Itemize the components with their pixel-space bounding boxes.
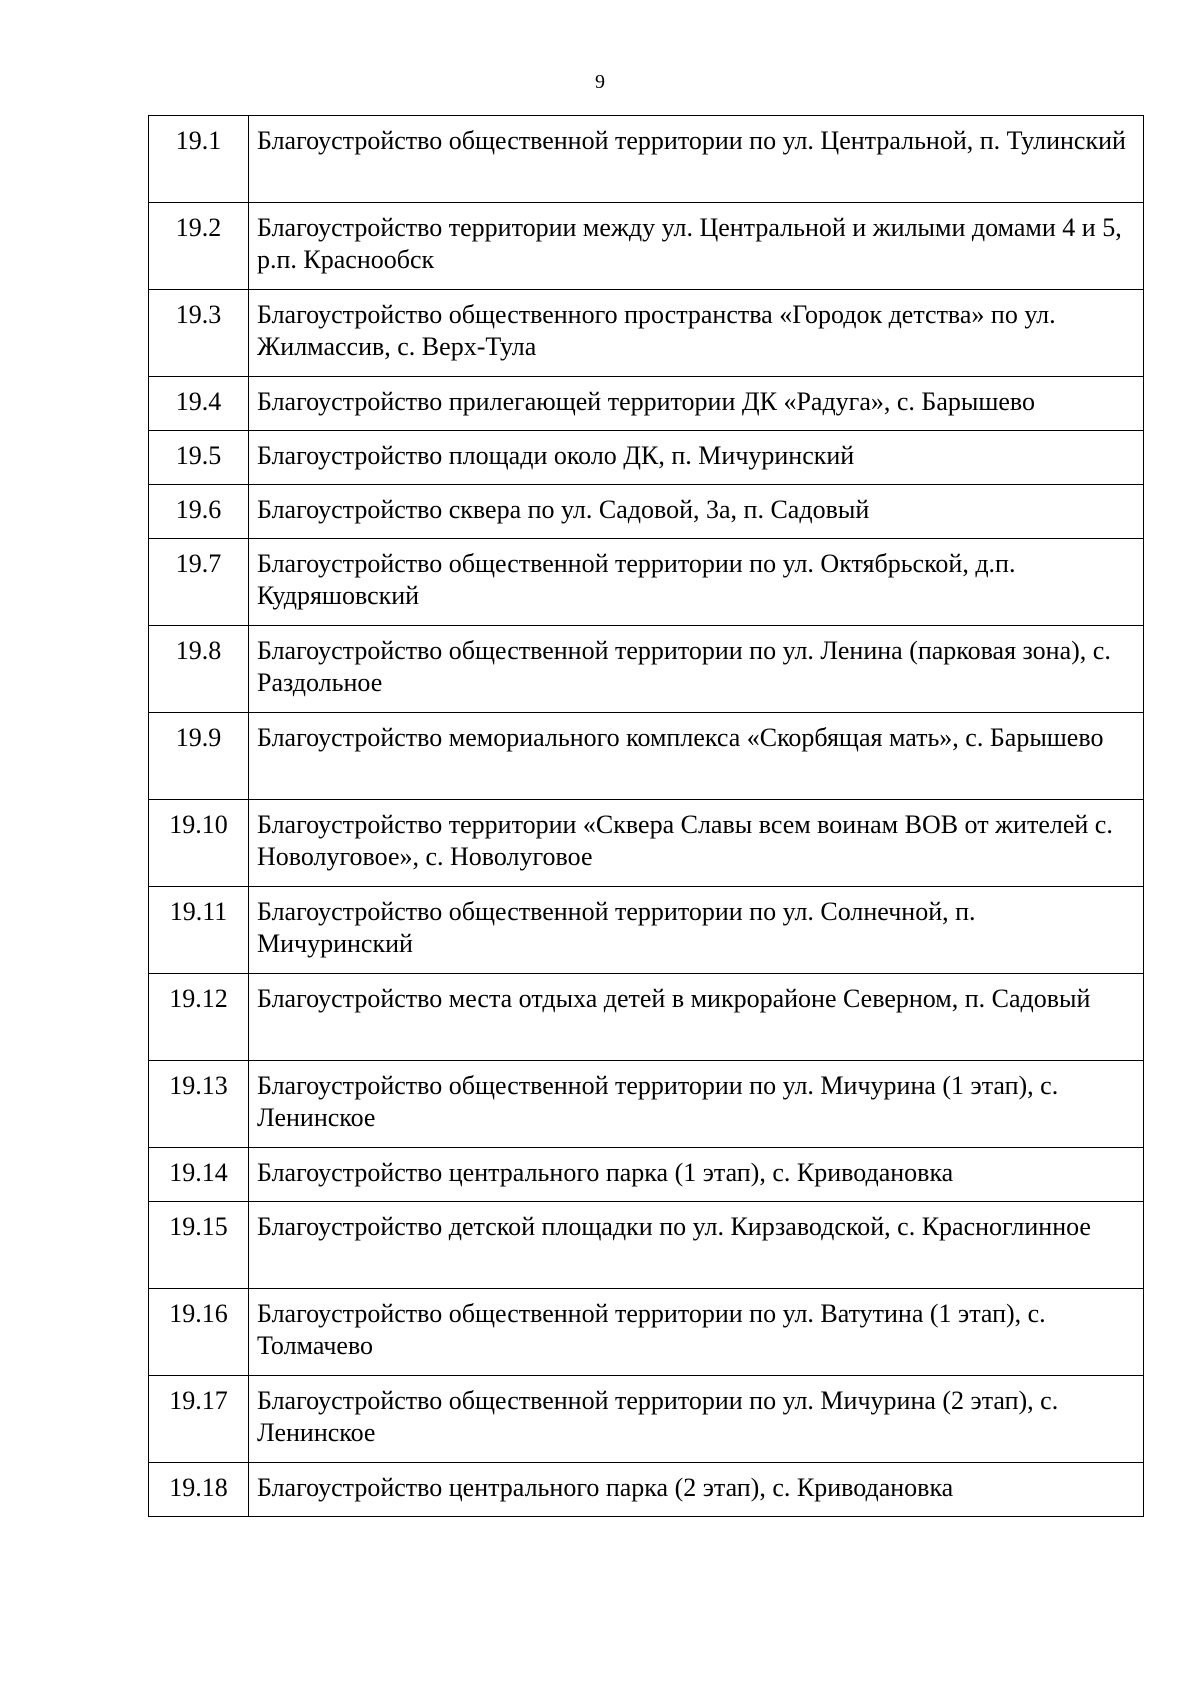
projects-table	[148, 115, 1144, 1517]
row-description-cell: Благоустройство территории «Сквера Славы всем воинам ВОВ от жителей с. Новолуговое», с. Новолуговое	[249, 800, 1144, 887]
row-description-cell: Благоустройство детской площадки по ул. Кирзаводской, с. Красноглинное	[249, 1202, 1144, 1289]
row-number-cell: 19.15	[149, 1202, 249, 1289]
row-number-cell: 19.2	[149, 203, 249, 290]
table-row	[149, 1148, 1144, 1202]
row-number-cell: 19.17	[149, 1376, 249, 1463]
table-row	[149, 290, 1144, 377]
row-description-cell: Благоустройство центрального парка (2 этап), с. Криводановка	[249, 1463, 1144, 1517]
row-number-cell: 19.14	[149, 1148, 249, 1202]
table-row	[149, 1376, 1144, 1463]
row-description-cell: Благоустройство общественной территории по ул. Центральной, п. Тулинский	[249, 116, 1144, 203]
row-number-cell: 19.13	[149, 1061, 249, 1148]
table-row	[149, 1202, 1144, 1289]
table-row	[149, 974, 1144, 1061]
row-number-cell: 19.8	[149, 626, 249, 713]
row-number-cell: 19.5	[149, 431, 249, 485]
row-number-cell: 19.6	[149, 485, 249, 539]
row-description-cell: Благоустройство общественной территории по ул. Мичурина (1 этап), с. Ленинское	[249, 1061, 1144, 1148]
table-row	[149, 1061, 1144, 1148]
row-number-cell: 19.3	[149, 290, 249, 377]
row-description-cell: Благоустройство территории между ул. Центральной и жилыми домами 4 и 5, р.п. Краснообск	[249, 203, 1144, 290]
row-number-cell: 19.1	[149, 116, 249, 203]
row-number-cell: 19.11	[149, 887, 249, 974]
table-row	[149, 1289, 1144, 1376]
row-description-cell: Благоустройство места отдыха детей в микрорайоне Северном, п. Садовый	[249, 974, 1144, 1061]
table-row	[149, 377, 1144, 431]
row-description-cell: Благоустройство площади около ДК, п. Мичуринский	[249, 431, 1144, 485]
row-number-cell: 19.4	[149, 377, 249, 431]
table-row	[149, 800, 1144, 887]
table-row	[149, 626, 1144, 713]
row-description-cell: Благоустройство общественного пространства «Городок детства» по ул. Жилмассив, с. Верх-Тула	[249, 290, 1144, 377]
row-description-cell: Благоустройство общественной территории по ул. Октябрьской, д.п. Кудряшовский	[249, 539, 1144, 626]
projects-table-body	[149, 116, 1144, 1517]
table-row	[149, 539, 1144, 626]
row-number-cell: 19.9	[149, 713, 249, 800]
row-description-cell: Благоустройство общественной территории по ул. Солнечной, п. Мичуринский	[249, 887, 1144, 974]
table-row	[149, 1463, 1144, 1517]
row-number-cell: 19.12	[149, 974, 249, 1061]
row-description-cell: Благоустройство общественной территории по ул. Ленина (парковая зона), с. Раздольное	[249, 626, 1144, 713]
table-row	[149, 485, 1144, 539]
row-description-cell: Благоустройство мемориального комплекса «Скорбящая мать», с. Барышево	[249, 713, 1144, 800]
row-number-cell: 19.18	[149, 1463, 249, 1517]
table-row	[149, 713, 1144, 800]
table-row	[149, 887, 1144, 974]
row-description-cell: Благоустройство общественной территории по ул. Ватутина (1 этап), с. Толмачево	[249, 1289, 1144, 1376]
row-description-cell: Благоустройство прилегающей территории ДК «Радуга», с. Барышево	[249, 377, 1144, 431]
page-number: 9	[595, 71, 605, 93]
table-row	[149, 431, 1144, 485]
row-number-cell: 19.16	[149, 1289, 249, 1376]
row-number-cell: 19.7	[149, 539, 249, 626]
row-description-cell: Благоустройство сквера по ул. Садовой, 3а, п. Садовый	[249, 485, 1144, 539]
row-number-cell: 19.10	[149, 800, 249, 887]
table-row	[149, 116, 1144, 203]
row-description-cell: Благоустройство общественной территории по ул. Мичурина (2 этап), с. Ленинское	[249, 1376, 1144, 1463]
table-row	[149, 203, 1144, 290]
row-description-cell: Благоустройство центрального парка (1 этап), с. Криводановка	[249, 1148, 1144, 1202]
